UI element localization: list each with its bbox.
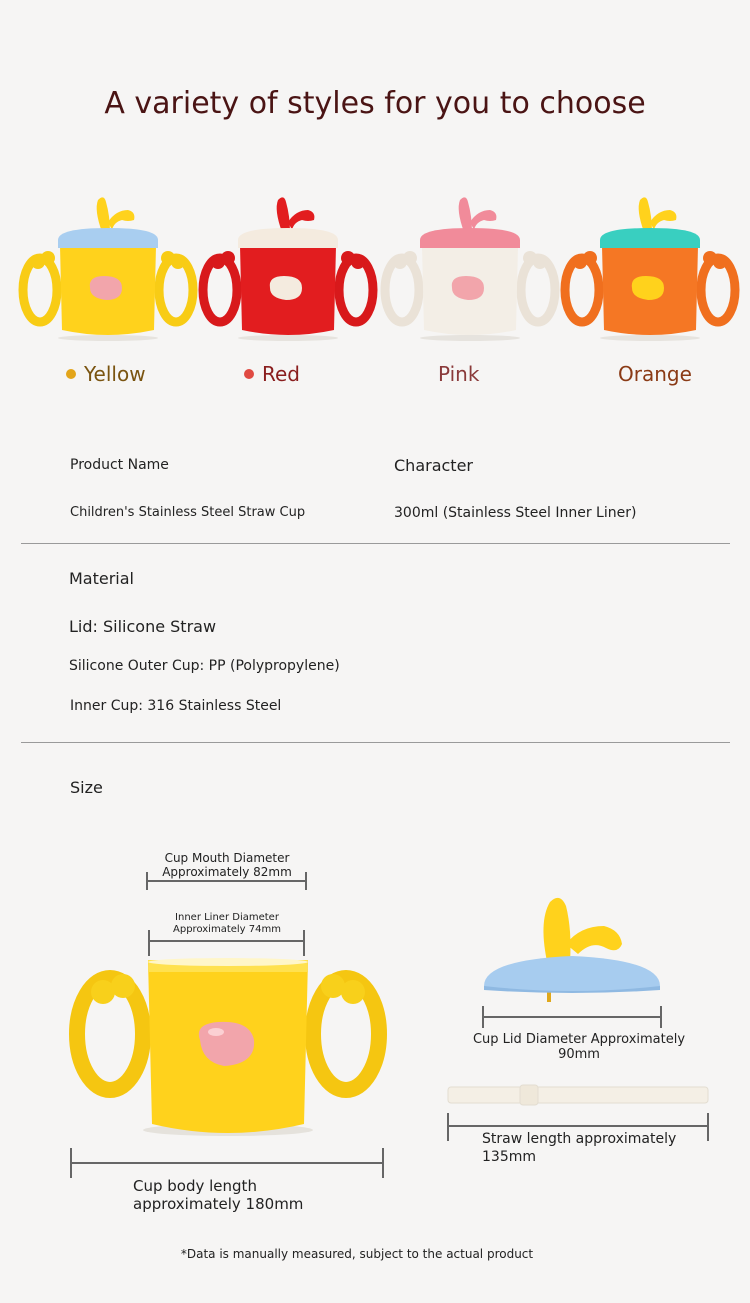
material-inner: Inner Cup: 316 Stainless Steel bbox=[70, 698, 282, 714]
material-lid: Lid: Silicone Straw bbox=[69, 617, 217, 636]
character-value: 300ml (Stainless Steel Inner Liner) bbox=[394, 505, 637, 521]
liner-caption-line1: Inner Liner Diameter bbox=[175, 912, 279, 923]
style-label-red bbox=[244, 362, 300, 386]
mouth-caption-line2: Approximately 82mm bbox=[162, 865, 292, 879]
lid-caption-line1: Cup Lid Diameter Approximately bbox=[472, 1032, 686, 1047]
cup-pink bbox=[380, 192, 560, 342]
character-label: Character bbox=[394, 456, 473, 475]
product-name-value: Children's Stainless Steel Straw Cup bbox=[70, 505, 306, 520]
cup-orange bbox=[560, 192, 740, 342]
footnote: *Data is manually measured, subject to the actual product bbox=[180, 1247, 534, 1261]
lid-caption-line2: 90mm bbox=[558, 1047, 600, 1062]
straw-caption bbox=[482, 1130, 676, 1166]
style-label-text: Orange bbox=[618, 362, 692, 386]
mouth-caption-line1: Cup Mouth Diameter bbox=[164, 851, 290, 865]
straw-caption-line1: Straw length approximately bbox=[482, 1131, 677, 1147]
lid-illustration bbox=[480, 892, 664, 1004]
style-label-orange bbox=[618, 362, 692, 386]
style-label-text: Red bbox=[262, 362, 300, 386]
material-label: Material bbox=[69, 569, 134, 588]
cup-yellow bbox=[18, 192, 198, 342]
straw-caption-line2: 135mm bbox=[482, 1149, 536, 1165]
lid-measure-line bbox=[482, 1006, 662, 1032]
color-dot-icon bbox=[66, 369, 76, 379]
material-outer: Silicone Outer Cup: PP (Polypropylene) bbox=[69, 658, 340, 674]
style-label-text: Yellow bbox=[84, 362, 146, 386]
style-label-text: Pink bbox=[438, 362, 480, 386]
style-label-pink bbox=[438, 362, 479, 386]
cup-red bbox=[198, 192, 378, 342]
mouth-measure-line bbox=[146, 866, 307, 896]
divider bbox=[21, 543, 730, 544]
product-name-label: Product Name bbox=[70, 457, 169, 473]
color-dot-icon bbox=[244, 369, 254, 379]
straw-illustration bbox=[446, 1083, 710, 1107]
liner-caption-line2: Approximately 74mm bbox=[173, 924, 281, 935]
body-caption-line2: approximately 180mm bbox=[133, 1195, 304, 1213]
divider bbox=[21, 742, 730, 743]
body-caption bbox=[133, 1177, 303, 1213]
page-title: A variety of styles for you to choose bbox=[104, 86, 646, 121]
body-caption-line1: Cup body length bbox=[133, 1177, 257, 1195]
size-label: Size bbox=[70, 778, 103, 797]
body-measure-line bbox=[70, 1146, 384, 1180]
lid-caption bbox=[468, 1032, 690, 1062]
style-label-yellow bbox=[66, 362, 146, 386]
cup-size-illustration bbox=[68, 952, 388, 1142]
